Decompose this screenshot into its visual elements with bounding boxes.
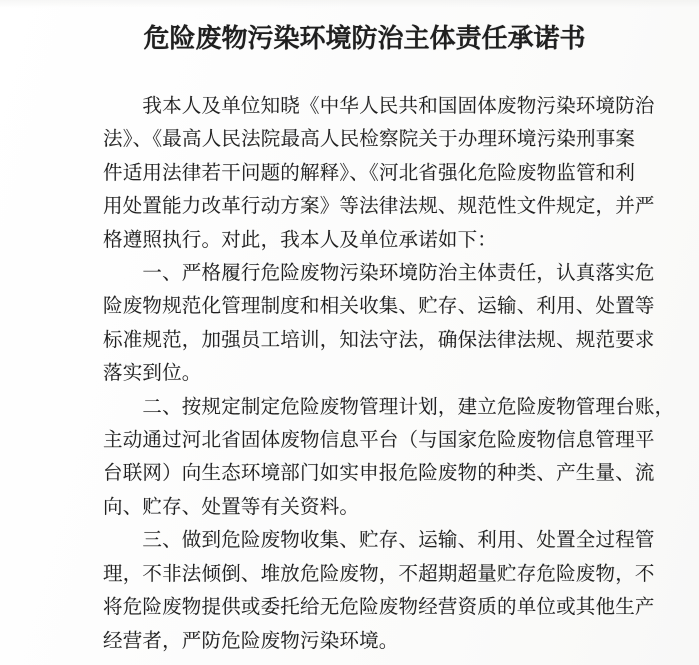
body-line: 将危险废物提供或委托给无危险废物经营资质的单位或其他生产: [103, 597, 655, 619]
body-line: 标准规范，加强员工培训，知法守法，确保法律法规、规范要求: [103, 329, 655, 351]
body-line: 我本人及单位知晓《中华人民共和国固体废物污染环境防治: [103, 96, 655, 117]
body-line: 二、按规定制定危险废物管理计划，建立危险废物管理台账，: [103, 396, 675, 418]
body-line: 一、严格履行危险废物污染环境防治主体责任，认真落实危: [103, 263, 655, 285]
body-line: 格遵照执行。对此，我本人及单位承诺如下：: [103, 229, 498, 251]
body-line: 向、贮存、处置等有关资料。: [103, 496, 360, 518]
body-line: 用处置能力改革行动方案》等法律法规、规范性文件规定，并严: [103, 196, 655, 218]
body-line: 险废物规范化管理制度和相关收集、贮存、运输、利用、处置等: [103, 296, 655, 318]
body-line: 落实到位。: [103, 363, 202, 385]
scan-shade-artifact: [0, 0, 699, 8]
body-line: 主动通过河北省固体废物信息平台（与国家危险废物信息管理平: [103, 430, 655, 452]
document-body: [103, 90, 675, 658]
body-line: 件适用法律若干问题的解释》、《河北省强化危险废物监管和利: [103, 162, 636, 184]
body-line: 三、做到危险废物收集、贮存、运输、利用、处置全过程管: [103, 530, 655, 552]
body-line: 理，不非法倾倒、堆放危险废物，不超期超量贮存危险废物，不: [103, 563, 655, 585]
body-line: 法》、《最高人民法院最高人民检察院关于办理环境污染刑事案: [103, 129, 636, 151]
document-title: 危险废物污染环境防治主体责任承诺书: [143, 24, 586, 53]
body-line: 台联网）向生态环境部门如实申报危险废物的种类、产生量、流: [103, 463, 655, 485]
body-line: 经营者，严防危险废物污染环境。: [103, 630, 399, 652]
